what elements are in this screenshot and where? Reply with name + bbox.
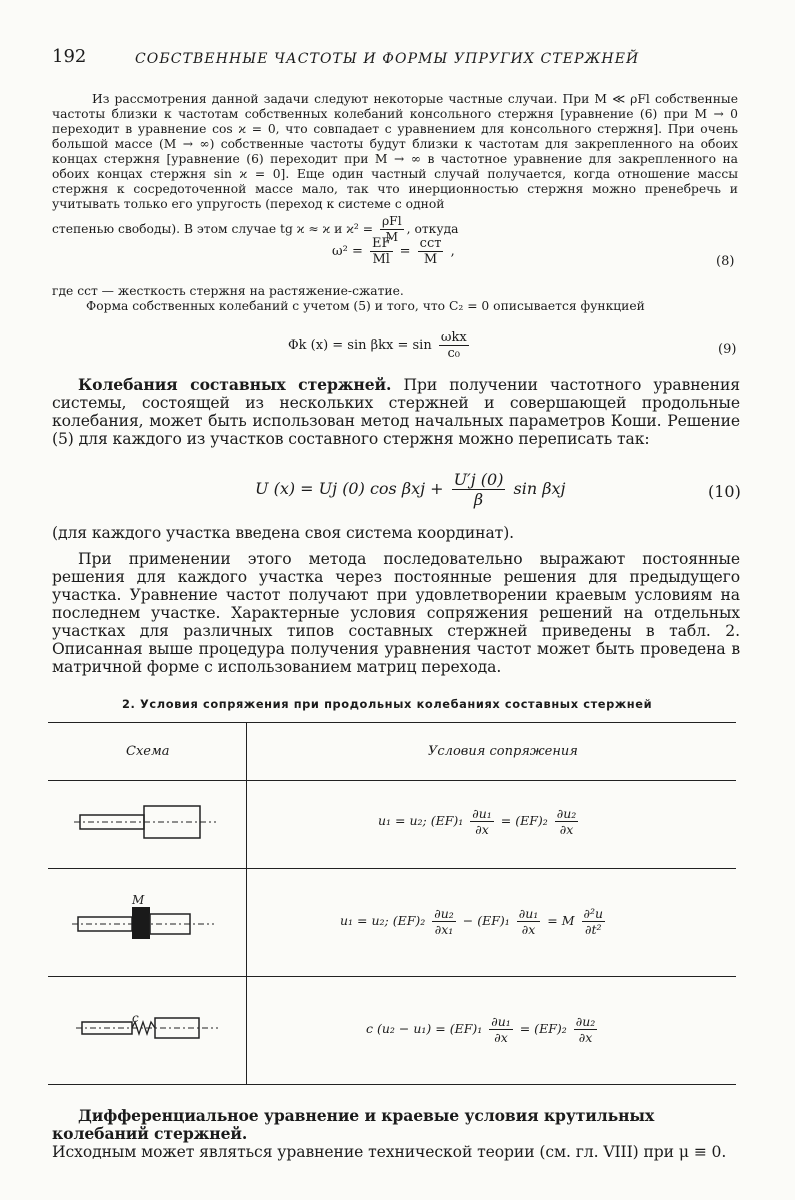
eq10-lhs: U (x) = Uj (0) cos βxj +	[255, 479, 449, 498]
row2-f3-den: ∂t²	[585, 922, 602, 937]
row1-a: u₁ = u₂; (EF)₁	[378, 813, 468, 828]
frac-den: M	[385, 230, 399, 244]
row1-frac1	[470, 806, 494, 837]
torsion-section	[52, 1107, 742, 1161]
composite-rods-heading: Колебания составных стержней.	[78, 375, 392, 394]
stepped-rod-schematic	[70, 800, 220, 850]
row2-frac2	[517, 906, 541, 937]
running-title: СОБСТВЕННЫЕ ЧАСТОТЫ И ФОРМЫ УПРУГИХ СТЕРЖНЕЙ	[135, 51, 640, 67]
eq8-f1-num: EF	[371, 236, 391, 251]
row3-a: c (u₂ − u₁) = (EF)₁	[366, 1021, 487, 1036]
row2-f3-num: ∂²u	[583, 906, 604, 921]
eq9-frac	[439, 330, 469, 361]
eq8-lhs: ω² =	[332, 244, 367, 259]
row2-c: = M	[543, 913, 579, 928]
eq9-den: c₀	[447, 346, 461, 361]
row3-f1-num: ∂u₁	[491, 1014, 511, 1029]
row3-f1-den: ∂x	[494, 1030, 508, 1045]
row3-frac1	[489, 1014, 513, 1045]
page-number: 192	[52, 46, 87, 67]
row1-f1-num: ∂u₁	[472, 806, 492, 821]
eq8-f2-den: M	[423, 252, 438, 267]
table-row1-rule	[48, 868, 736, 869]
intro-last-text: степенью свободы). В этом случае tg ϰ ≈ ϰ и ϰ² =	[52, 222, 377, 236]
row3-f2-num: ∂u₂	[575, 1014, 596, 1029]
mode-shape-sentence: Форма собственных колебаний с учетом (5) и того, что C₂ = 0 описывается функцией	[86, 299, 645, 313]
table-row2-rule	[48, 976, 736, 977]
row1-conditions	[378, 806, 581, 837]
lumped-mass-rod-schematic	[68, 892, 218, 952]
row3-b: = (EF)₂	[515, 1021, 571, 1036]
row2-frac1	[432, 906, 456, 937]
row2-b: − (EF)₁	[458, 913, 514, 928]
composite-rods-text: При получении частотного уравнения системы, состоящей из нескольких стержней и совершающей продольные колебания, может быть использован метод начальных параметров Коши. Решение (5) для каждого из участков составного стержня можно переписать так:	[52, 376, 740, 448]
eq8-frac2	[418, 236, 444, 267]
intro-paragraph	[52, 92, 738, 245]
eq8-frac1	[370, 236, 393, 267]
table-top-rule	[48, 722, 736, 723]
row2-f2-num: ∂u₁	[518, 906, 539, 921]
frac-num: ρFl	[381, 214, 402, 228]
row1-f2-num: ∂u₂	[556, 806, 577, 821]
eq10-den: β	[473, 490, 484, 509]
row2-f1-den: ∂x₁	[434, 922, 454, 937]
eq8-f1-den: Ml	[372, 252, 390, 267]
equation-8-number: (8)	[716, 254, 735, 269]
after-eq8	[52, 284, 742, 314]
row2-a: u₁ = u₂; (EF)₂	[340, 913, 430, 928]
eq9-lhs: Φk (x) = sin βkx = sin	[288, 338, 436, 353]
equation-10	[255, 470, 566, 509]
row2-f2-den: ∂x	[521, 922, 536, 937]
row1-f1-den: ∂x	[475, 822, 489, 837]
table-column-divider	[246, 722, 247, 1084]
intro-tail: , откуда	[406, 222, 459, 236]
table-header-rule	[48, 780, 736, 781]
intro-text: Из рассмотрения данной задачи следуют некоторые частные случаи. При M ≪ ρFl собственные частоты близки к частотам собственных колебаний консольного стержня [уравнение (6) при M → 0 переходит в уравнение cos ϰ = 0, что совпадает с уравнением для консольного стержня]. При очень большой массе (M → ∞) собственные частоты будут близки к частотам для закрепленного на обоих концах стержня [уравнение (6) переходит при M → ∞ в частотное уравнение для закрепленного на обоих концах стержня sin ϰ = 0]. Еще один частный случай получается, когда отношение массы стержня к сосредоточенной массе мало, так что инерционностью стержня можно пренебречь и учитывать только его упругость (переход к системе с одной	[52, 92, 738, 211]
method-text: При применении этого метода последовательно выражают постоянные решения для каждого участка через постоянные решения для предыдущего участка. Уравнение частот получают при удовлетворении краевым условиям на последнем участке. Характерные условия сопряжения решений на отдельных участках для различных типов составных стержней приведены в табл. 2. Описанная выше процедура получения уравнения частот может быть проведена в матричной форме с использованием матриц перехода.	[52, 550, 740, 676]
eq10-frac	[452, 470, 506, 509]
torsion-heading: Дифференциальное уравнение и краевые условия крутильных колебаний стержней.	[52, 1106, 655, 1143]
row2-frac3	[582, 906, 606, 937]
row1-b: = (EF)₂	[496, 813, 552, 828]
row3-frac2	[574, 1014, 598, 1045]
composite-rods-section	[52, 376, 740, 448]
torsion-text: Исходным может являться уравнение технической теории (см. гл. VIII) при μ ≡ 0.	[52, 1143, 727, 1161]
eq9-num: ωkx	[440, 330, 467, 345]
row3-conditions	[366, 1014, 600, 1045]
eq8-f2-num: cст	[419, 236, 442, 251]
table-bottom-rule	[48, 1084, 736, 1085]
mass-label: M	[132, 893, 145, 907]
equation-8: ω² = $\frac{EF}{Ml}$ = $\frac{\text{cст}}{M}$ ,	[332, 236, 455, 267]
method-paragraph	[52, 550, 740, 676]
row3-f2-den: ∂x	[578, 1030, 593, 1045]
lumped-mass-block	[132, 907, 150, 939]
header-conditions: Условия сопряжения	[428, 744, 578, 759]
row2-f1-num: ∂u₂	[434, 906, 454, 921]
equation-9	[288, 330, 472, 361]
eq10-tail: sin βxj	[508, 479, 566, 498]
cst-definition: где cст — жесткость стержня на растяжение-сжатие.	[52, 284, 404, 298]
header-scheme: Схема	[126, 744, 170, 759]
spring-joint-rod-schematic	[72, 1004, 222, 1054]
after-eq10: (для каждого участка введена своя система координат).	[52, 524, 515, 542]
row1-f2-den: ∂x	[559, 822, 574, 837]
eq8-tail: ,	[446, 244, 455, 259]
spring-label: c	[132, 1011, 139, 1025]
equation-10-number: (10)	[708, 482, 741, 501]
row1-frac2	[555, 806, 579, 837]
row2-conditions	[340, 906, 608, 937]
table-caption: 2. Условия сопряжения при продольных колебаниях составных стержней	[122, 697, 653, 711]
equation-9-number: (9)	[718, 342, 737, 357]
eq10-num: U′j (0)	[453, 470, 504, 489]
